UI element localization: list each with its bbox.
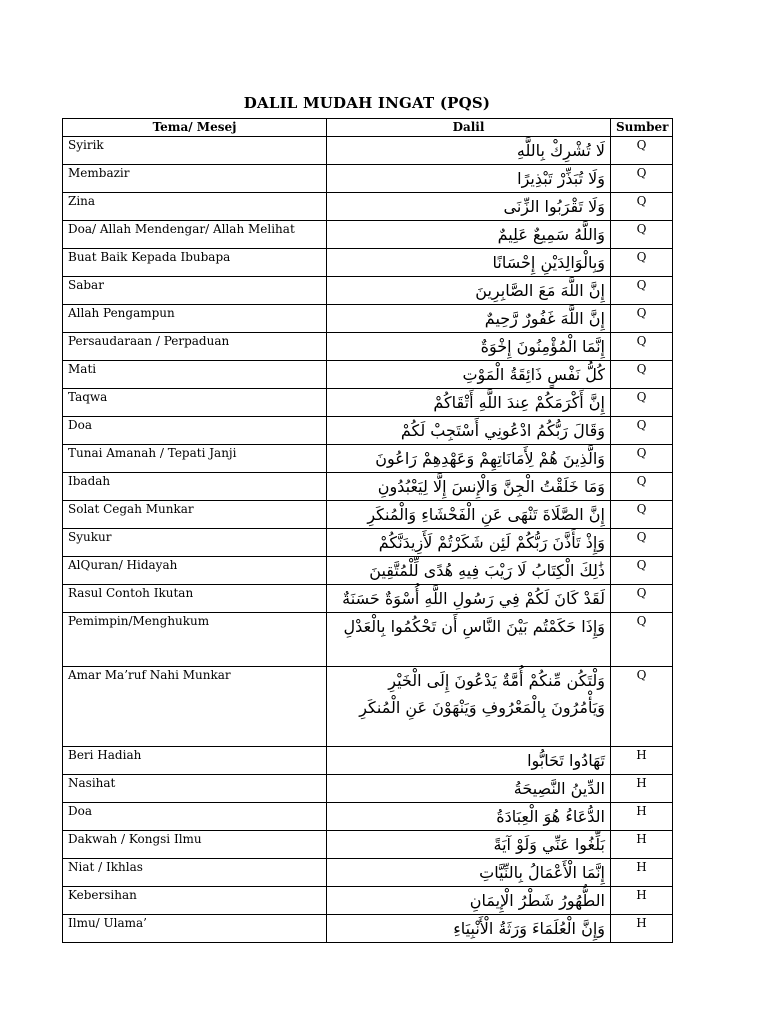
dalil-cell: ذَٰلِكَ الْكِتَابُ لَا رَيْبَ فِيهِ هُدًى لِّلْمُتَّقِينَ <box>327 557 611 585</box>
header-sumber: Sumber <box>611 119 673 137</box>
sumber-cell: H <box>611 859 673 887</box>
dalil-cell: وَإِنَّ الْعُلَمَاءَ وَرَثَةُ الْأَنْبِيَاءِ <box>327 915 611 943</box>
table-row <box>63 775 673 803</box>
dalil-cell: وَاللَّهُ سَمِيعٌ عَلِيمٌ <box>327 221 611 249</box>
tema-cell: Doa <box>63 417 327 445</box>
dalil-cell: وَلَا تَقْرَبُوا الزِّنَى <box>327 193 611 221</box>
sumber-cell: H <box>611 803 673 831</box>
dalil-cell: وَقَالَ رَبُّكُمُ ادْعُونِي أَسْتَجِبْ لَكُمْ <box>327 417 611 445</box>
dalil-cell: وَلْتَكُن مِّنكُمْ أُمَّةٌ يَدْعُونَ إِلَى الْخَيْرِ وَيَأْمُرُونَ بِالْمَعْرُوفِ وَيَنْهَوْنَ عَنِ الْمُنكَرِ <box>327 667 611 747</box>
tema-cell: Allah Pengampun <box>63 305 327 333</box>
tema-cell: Doa <box>63 803 327 831</box>
table-row <box>63 887 673 915</box>
sumber-cell: H <box>611 887 673 915</box>
table-row <box>63 305 673 333</box>
table-row <box>63 915 673 943</box>
dalil-cell: إِنَّ اللَّهَ غَفُورٌ رَّحِيمٌ <box>327 305 611 333</box>
tema-cell: Syukur <box>63 529 327 557</box>
page-title: DALIL MUDAH INGAT (PQS) <box>243 94 491 112</box>
table-row <box>63 445 673 473</box>
tema-cell: Doa/ Allah Mendengar/ Allah Melihat <box>63 221 327 249</box>
sumber-cell: H <box>611 831 673 859</box>
table-row <box>63 193 673 221</box>
tema-cell: Membazir <box>63 165 327 193</box>
dalil-cell: إِنَّمَا الْمُؤْمِنُونَ إِخْوَةٌ <box>327 333 611 361</box>
dalil-cell: الطُّهُورُ شَطْرُ الْإِيمَانِ <box>327 887 611 915</box>
tema-cell: Mati <box>63 361 327 389</box>
sumber-cell: Q <box>611 613 673 667</box>
table-row <box>63 557 673 585</box>
tema-cell: Zina <box>63 193 327 221</box>
dalil-cell: وَمَا خَلَقْتُ الْجِنَّ وَالْإِنسَ إِلَّا لِيَعْبُدُونِ <box>327 473 611 501</box>
sumber-cell: Q <box>611 165 673 193</box>
tema-cell: Niat / Ikhlas <box>63 859 327 887</box>
sumber-cell: Q <box>611 193 673 221</box>
table-header-row <box>63 119 673 137</box>
tema-cell: AlQuran/ Hidayah <box>63 557 327 585</box>
sumber-cell: Q <box>611 529 673 557</box>
table-row <box>63 747 673 775</box>
dalil-cell: كُلُّ نَفْسٍ ذَائِقَةُ الْمَوْتِ <box>327 361 611 389</box>
dalil-cell: إِنَّ اللَّهَ مَعَ الصَّابِرِينَ <box>327 277 611 305</box>
sumber-cell: Q <box>611 445 673 473</box>
table-row <box>63 613 673 667</box>
table-row <box>63 803 673 831</box>
table-row <box>63 501 673 529</box>
sumber-cell: Q <box>611 361 673 389</box>
dalil-cell: لَا تُشْرِكْ بِاللَّهِ <box>327 137 611 165</box>
tema-cell: Ibadah <box>63 473 327 501</box>
sumber-cell: Q <box>611 305 673 333</box>
dalil-cell: وَلَا تُبَذِّرْ تَبْذِيرًا <box>327 165 611 193</box>
dalil-table <box>62 118 673 943</box>
dalil-cell: الدُّعَاءُ هُوَ الْعِبَادَةُ <box>327 803 611 831</box>
table-row <box>63 473 673 501</box>
sumber-cell: Q <box>611 333 673 361</box>
table-row <box>63 361 673 389</box>
table-row <box>63 417 673 445</box>
dalil-cell: بَلِّغُوا عَنِّي وَلَوْ آيَةً <box>327 831 611 859</box>
dalil-cell: إِنَّ أَكْرَمَكُمْ عِندَ اللَّهِ أَتْقَاكُمْ <box>327 389 611 417</box>
header-dalil: Dalil <box>327 119 611 137</box>
sumber-cell: Q <box>611 277 673 305</box>
sumber-cell: H <box>611 775 673 803</box>
table-row <box>63 831 673 859</box>
table-row <box>63 137 673 165</box>
sumber-cell: Q <box>611 417 673 445</box>
table-row <box>63 249 673 277</box>
sumber-cell: Q <box>611 473 673 501</box>
dalil-cell: الدِّينُ النَّصِيحَةُ <box>327 775 611 803</box>
sumber-cell: Q <box>611 585 673 613</box>
tema-cell: Amar Ma’ruf Nahi Munkar <box>63 667 327 747</box>
dalil-cell: وَإِذَا حَكَمْتُم بَيْنَ النَّاسِ أَن تَحْكُمُوا بِالْعَدْلِ <box>327 613 611 667</box>
sumber-cell: Q <box>611 221 673 249</box>
dalil-cell: إِنَّمَا الْأَعْمَالُ بِالنِّيَّاتِ <box>327 859 611 887</box>
tema-cell: Solat Cegah Munkar <box>63 501 327 529</box>
sumber-cell: H <box>611 915 673 943</box>
tema-cell: Taqwa <box>63 389 327 417</box>
sumber-cell: Q <box>611 249 673 277</box>
table-row <box>63 221 673 249</box>
tema-cell: Rasul Contoh Ikutan <box>63 585 327 613</box>
sumber-cell: H <box>611 747 673 775</box>
tema-cell: Beri Hadiah <box>63 747 327 775</box>
table-row <box>63 277 673 305</box>
table-row <box>63 333 673 361</box>
dalil-cell: تَهَادُوا تَحَابُّوا <box>327 747 611 775</box>
sumber-cell: Q <box>611 557 673 585</box>
tema-cell: Nasihat <box>63 775 327 803</box>
table-row <box>63 859 673 887</box>
sumber-cell: Q <box>611 667 673 747</box>
table-row <box>63 667 673 747</box>
sumber-cell: Q <box>611 389 673 417</box>
header-tema: Tema/ Mesej <box>63 119 327 137</box>
table-row <box>63 165 673 193</box>
table-row <box>63 389 673 417</box>
sumber-cell: Q <box>611 501 673 529</box>
dalil-cell: وَإِذْ تَأَذَّنَ رَبُّكُمْ لَئِن شَكَرْتُمْ لَأَزِيدَنَّكُمْ <box>327 529 611 557</box>
dalil-cell: وَالَّذِينَ هُمْ لِأَمَانَاتِهِمْ وَعَهْدِهِمْ رَاعُونَ <box>327 445 611 473</box>
table-row <box>63 529 673 557</box>
tema-cell: Pemimpin/Menghukum <box>63 613 327 667</box>
dalil-cell: وَبِالْوَالِدَيْنِ إِحْسَانًا <box>327 249 611 277</box>
dalil-cell: لَقَدْ كَانَ لَكُمْ فِي رَسُولِ اللَّهِ أُسْوَةٌ حَسَنَةٌ <box>327 585 611 613</box>
tema-cell: Ilmu/ Ulama’ <box>63 915 327 943</box>
sumber-cell: Q <box>611 137 673 165</box>
tema-cell: Sabar <box>63 277 327 305</box>
tema-cell: Dakwah / Kongsi Ilmu <box>63 831 327 859</box>
tema-cell: Persaudaraan / Perpaduan <box>63 333 327 361</box>
tema-cell: Syirik <box>63 137 327 165</box>
tema-cell: Kebersihan <box>63 887 327 915</box>
dalil-cell: إِنَّ الصَّلَاةَ تَنْهَى عَنِ الْفَحْشَاءِ وَالْمُنكَرِ <box>327 501 611 529</box>
tema-cell: Buat Baik Kepada Ibubapa <box>63 249 327 277</box>
table-row <box>63 585 673 613</box>
tema-cell: Tunai Amanah / Tepati Janji <box>63 445 327 473</box>
